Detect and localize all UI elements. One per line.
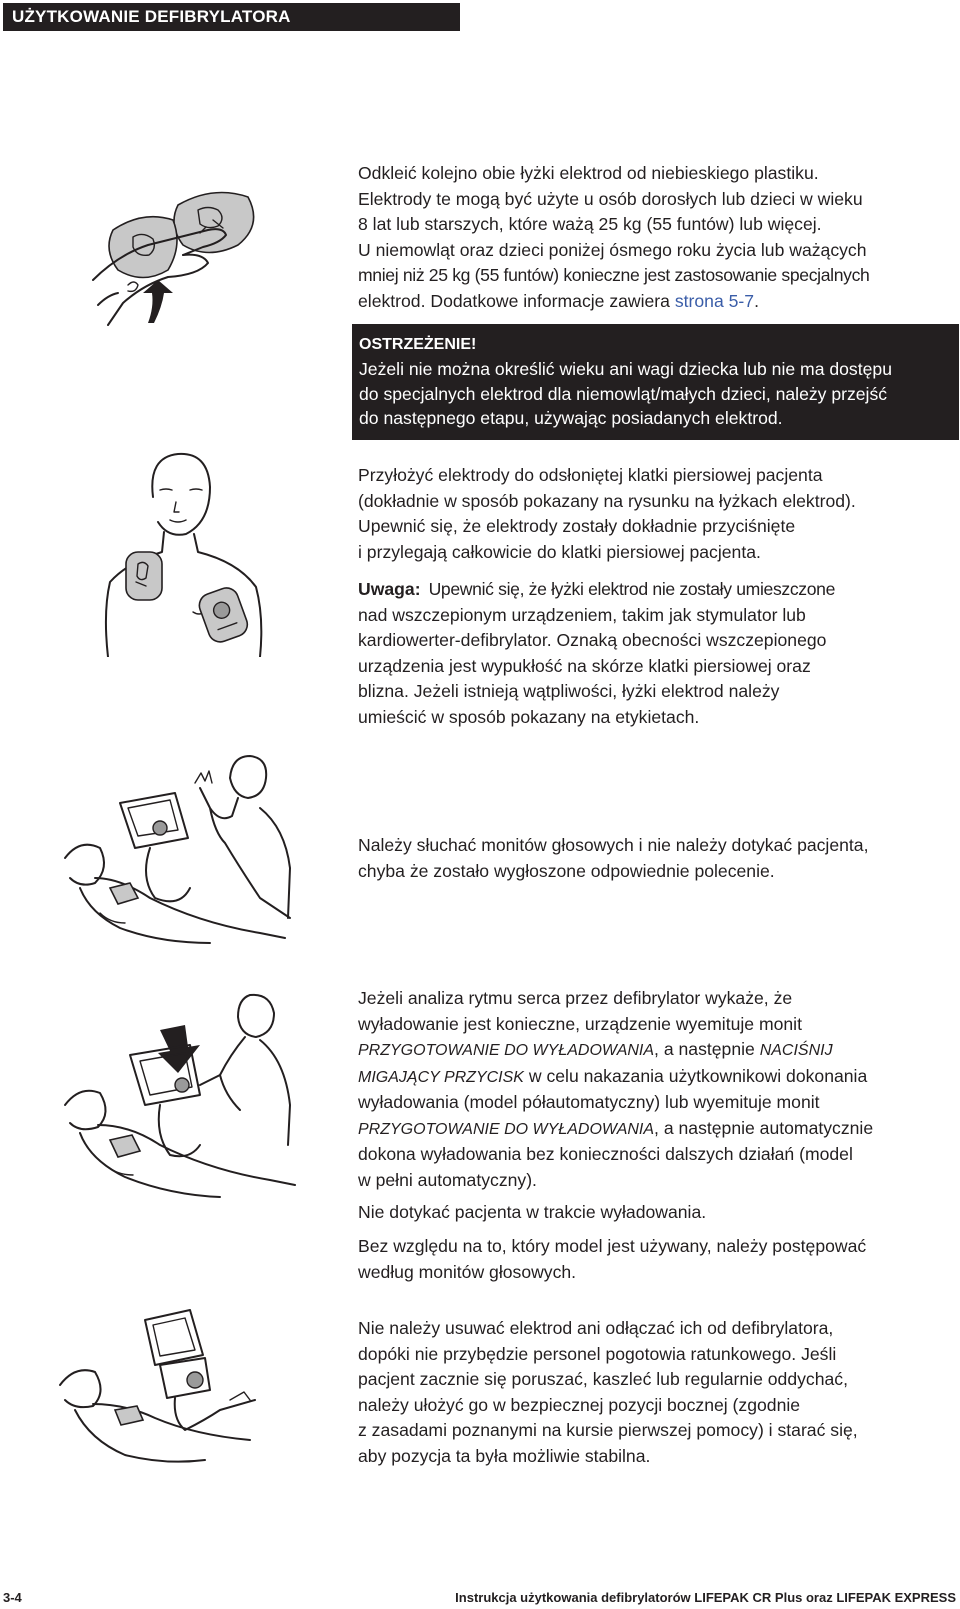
text-fragment: Upewnić się, że łyżki elektrod nie zostały umieszczone [428, 579, 836, 599]
voice-prompt: MIGAJĄCY PRZYCISK [358, 1068, 524, 1086]
shock-drawing [60, 985, 300, 1215]
apply-electrodes-text [358, 463, 950, 565]
text-line: kardiowerter-defibrylator. Oznaką obecności wszczepionego [358, 630, 827, 650]
text-line: Nie należy usuwać elektrod ani odłączać ich od defibrylatora, [358, 1318, 834, 1338]
text-line: do następnego etapu, używając posiadanych elektrod. [359, 408, 783, 428]
text-line: pacjent zacznie się poruszać, kaszleć lub regularnie oddychać, [358, 1369, 848, 1389]
text-line: blizna. Jeżeli istnieją wątpliwości, łyżki elektrod należy [358, 681, 780, 701]
text-line [358, 1037, 950, 1064]
text-line: do specjalnych elektrod dla niemowląt/małych dzieci, należy przejść [359, 383, 888, 404]
text-line: według monitów głosowych. [358, 1261, 577, 1282]
text-line: 8 lat lub starszych, które ważą 25 kg (55 funtów) lub więcej. [358, 214, 822, 234]
note-label: Uwaga: [358, 579, 421, 599]
text-line: Elektrody te mogą być użyte u osób dorosłych lub dzieci w wieku [358, 188, 863, 209]
text-line: Nie dotykać pacjenta w trakcie wyładowania. [358, 1202, 707, 1222]
peel-electrodes-drawing [88, 185, 268, 335]
footer-doc-title: Instrukcja użytkowania defibrylatorów LIFEPAK CR Plus oraz LIFEPAK EXPRESS [455, 1590, 956, 1605]
text-line: w pełni automatyczny). [358, 1169, 537, 1190]
text-line [358, 577, 950, 603]
implant-note-text [358, 577, 950, 730]
text-line [358, 289, 950, 315]
text-fragment: elektrod. Dodatkowe informacje zawiera [358, 290, 675, 311]
text-line: Jeżeli nie można określić wieku ani wagi dziecka lub nie ma dostępu [359, 359, 892, 379]
text-fragment: . [754, 290, 759, 311]
recovery-illustration [55, 1300, 265, 1470]
electrode-placement-illustration [98, 452, 268, 657]
text-line: dokona wyładowania bez konieczności dalszych działań (model [358, 1144, 853, 1164]
text-line: Należy słuchać monitów głosowych i nie należy dotykać pacjenta, [358, 835, 869, 855]
text-fragment: , a następnie automatycznie [654, 1117, 874, 1138]
text-line: U niemowląt oraz dzieci poniżej ósmego roku życia lub ważących [358, 239, 867, 260]
text-line: (dokładnie w sposób pokazany na rysunku na łyżkach elektrod). [358, 490, 856, 511]
torso-drawing [98, 452, 268, 657]
text-line: mniej niż 25 kg (55 funtów) konieczne jest zastosowanie specjalnych [358, 265, 870, 285]
shock-advised-text [358, 986, 950, 1193]
warning-box [352, 324, 959, 440]
text-line: wyładowania (model półautomatyczny) lub wyemituje monit [358, 1092, 820, 1112]
warning-text [359, 357, 949, 431]
voice-prompt: NACIŚNIJ [759, 1042, 833, 1059]
text-line: Upewnić się, że elektrody zostały dokładnie przyciśnięte [358, 516, 796, 536]
text-line: z zasadami poznanymi na kursie pierwszej pomocy) i starać się, [358, 1420, 858, 1440]
voice-prompt: PRZYGOTOWANIE DO WYŁADOWANIA [358, 1120, 655, 1138]
text-line: nad wszczepionym urządzeniem, takim jak stymulator lub [358, 604, 806, 625]
text-line: umieścić w sposób pokazany na etykietach. [358, 706, 700, 727]
electrode-pad-upper [126, 552, 162, 600]
warning-title: OSTRZEŻENIE! [359, 336, 477, 353]
do-not-touch-text [358, 1200, 950, 1226]
peel-electrodes-text [358, 161, 950, 314]
shock-illustration [60, 985, 300, 1215]
peel-electrodes-illustration [88, 185, 268, 335]
text-line [358, 1116, 950, 1143]
listen-prompts-text [358, 833, 950, 884]
keep-attached-text [358, 1316, 950, 1469]
text-line: dopóki nie przybędzie personel pogotowia ratunkowego. Jeśli [358, 1343, 837, 1364]
text-line: Przyłożyć elektrody do odsłoniętej klatki piersiowej pacjenta [358, 465, 823, 485]
stand-clear-drawing [60, 748, 300, 948]
text-fragment: , a następnie [654, 1039, 760, 1059]
recovery-drawing [55, 1300, 265, 1470]
page-reference-link[interactable]: strona 5-7 [674, 290, 755, 311]
text-line: i przylegają całkowicie do klatki piersiowej pacjenta. [358, 541, 761, 562]
text-line [358, 1064, 950, 1091]
text-line: Odkleić kolejno obie łyżki elektrod od niebieskiego plastiku. [358, 163, 819, 183]
voice-prompt: PRZYGOTOWANIE DO WYŁADOWANIA [358, 1042, 655, 1059]
text-fragment: w celu nakazania użytkownikowi dokonania [523, 1065, 868, 1086]
text-line: Jeżeli analiza rytmu serca przez defibrylator wykaże, że [358, 988, 793, 1008]
follow-prompts-text [358, 1234, 950, 1285]
text-line: urządzenia jest wypukłość na skórze klatki piersiowej oraz [358, 655, 811, 676]
page-number: 3-4 [3, 1590, 22, 1605]
text-line: chyba że zostało wygłoszone odpowiednie polecenie. [358, 860, 775, 881]
text-line: należy ułożyć go w bezpiecznej pozycji bocznej (zgodnie [358, 1394, 801, 1415]
section-header: UŻYTKOWANIE DEFIBRYLATORA [3, 3, 460, 31]
text-line: Bez względu na to, który model jest używany, należy postępować [358, 1236, 867, 1256]
stand-clear-illustration [60, 748, 300, 948]
text-line: aby pozycja ta była możliwie stabilna. [358, 1445, 651, 1466]
text-line: wyładowanie jest konieczne, urządzenie wyemituje monit [358, 1013, 802, 1034]
